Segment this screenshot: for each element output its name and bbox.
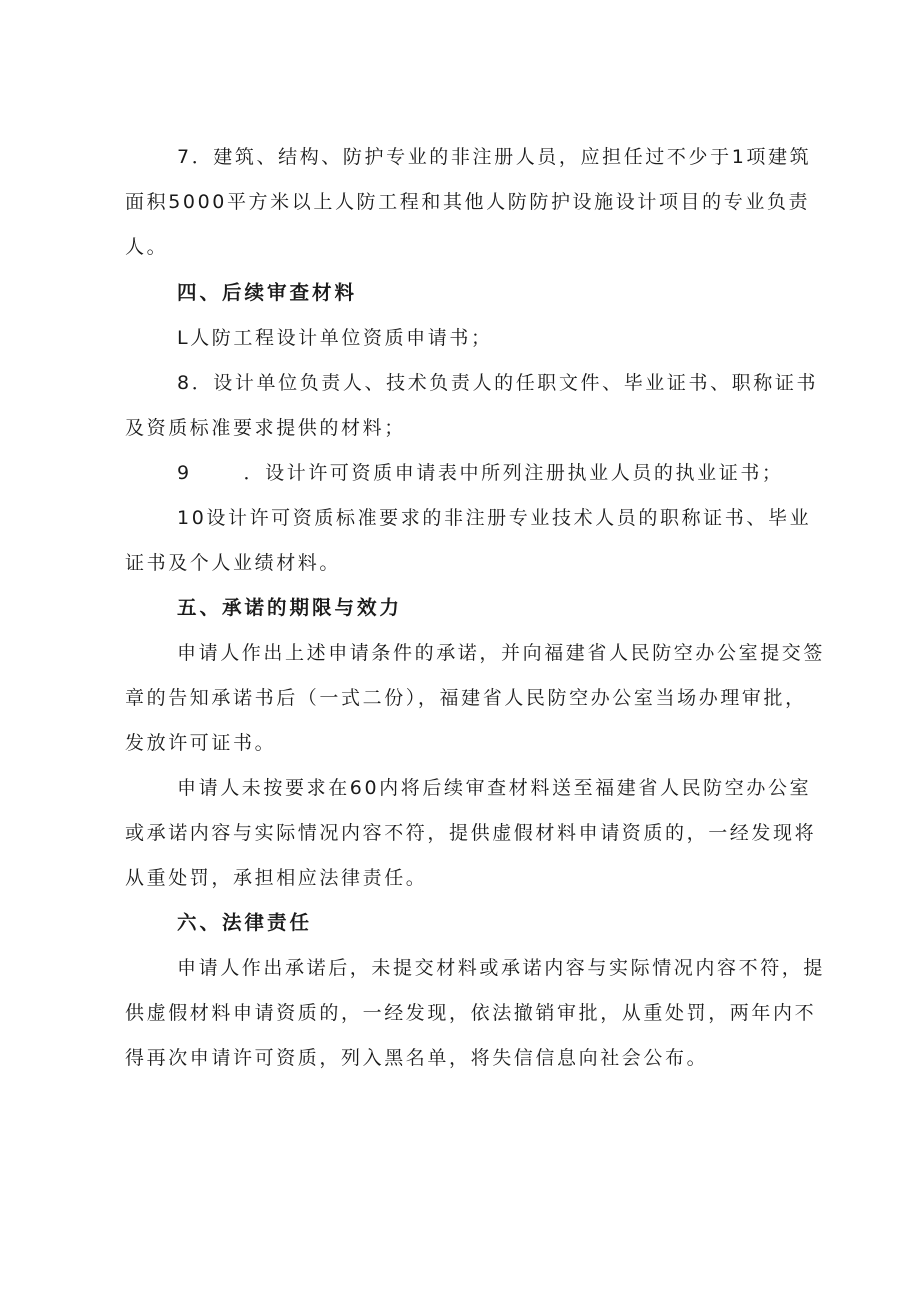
section6-p1-line2: 供虚假材料申请资质的，一经发现，依法撤销审批，从重处罚，两年内不: [125, 1002, 817, 1024]
item7-line3: 人。: [125, 236, 169, 258]
section5-heading: 五、承诺的期限与效力: [177, 596, 403, 619]
section5-p1-line1: 申请人作出上述申请条件的承诺，并向福建省人民防空办公室提交签: [177, 642, 826, 664]
section4-item-1: L人防工程设计单位资质申请书；: [177, 327, 493, 349]
section4-heading: 四、后续审查材料: [177, 281, 358, 304]
section5-p1-line2: 章的告知承诺书后（一式二份），福建省人民防空办公室当场办理审批，: [125, 687, 807, 709]
section4-item-8-line2: 及资质标准要求提供的材料；: [125, 417, 406, 439]
section5-p2-line2: 或承诺内容与实际情况内容不符，提供虚假材料申请资质的，一经发现将: [125, 822, 817, 844]
section5-p1-line3: 发放许可证书。: [125, 732, 277, 754]
item7-line1: 7．建筑、结构、防护专业的非注册人员，应担任过不少于1项建筑: [177, 146, 812, 168]
section4-item-8-line1: 8．设计单位负责人、技术负责人的任职文件、毕业证书、职称证书: [177, 372, 819, 394]
section4-item-10-line1: 10设计许可资质标准要求的非注册专业技术人员的职称证书、毕业: [177, 507, 812, 529]
item7-line2: 面积5000平方米以上人防工程和其他人防防护设施设计项目的专业负责: [125, 191, 811, 213]
section5-p2-line3: 从重处罚，承担相应法律责任。: [125, 867, 428, 889]
section4-item-9: 9 ．设计许可资质申请表中所列注册执业人员的执业证书；: [177, 462, 784, 484]
section6-p1-line1: 申请人作出承诺后，未提交材料或承诺内容与实际情况内容不符，提: [177, 957, 826, 979]
section6-p1-line3: 得再次申请许可资质，列入黑名单，将失信信息向社会公布。: [125, 1047, 709, 1069]
section4-item-10-line2: 证书及个人业绩材料。: [125, 552, 342, 574]
section6-heading: 六、法律责任: [177, 911, 313, 934]
section5-p2-line1: 申请人未按要求在60内将后续审查材料送至福建省人民防空办公室: [177, 777, 812, 799]
